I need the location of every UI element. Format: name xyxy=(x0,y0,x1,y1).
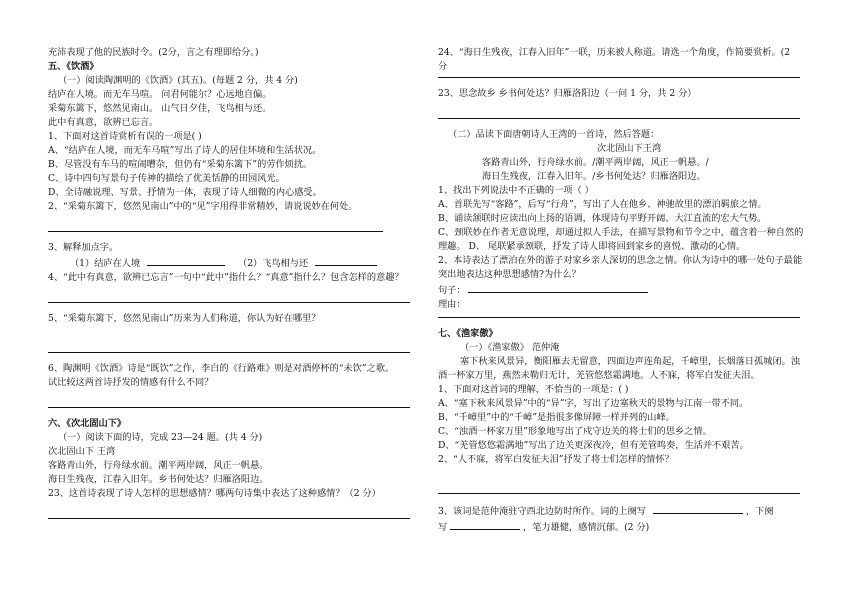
option-a: A、“结庐在人境，而无车马喧”写出了诗人的居住环境和生活状况。 xyxy=(48,145,322,156)
sentence-label: 句子： xyxy=(438,285,466,296)
sentence-row xyxy=(438,282,820,298)
question-23: 23、这首诗表现了诗人怎样的思想感情？哪两句诗集中表达了这种感情？（2 分） xyxy=(48,487,381,499)
question-24-cont: 分 xyxy=(438,61,448,72)
question-3a: 3、该词是范仲淹驻守西北边防时所作。词的上阕写 ，下阕 xyxy=(438,503,820,519)
section5-title: 五、《饮酒》 xyxy=(48,61,99,72)
question-1b: 1、下面对这首词的理解，不恰当的一项是：( ) xyxy=(438,383,629,395)
question-2: 2、本诗表达了漂泊在外的游子对家乡亲人深切的思念之情。你认为诗中的哪一处句子最能 xyxy=(438,255,803,266)
answer-line[interactable] xyxy=(438,76,800,78)
question-1: 1、找出下列说法中不正确的一项（ ） xyxy=(438,185,594,196)
poem-line: 采菊东篱下，悠然见南山。 山气日夕佳，飞鸟相与还。 xyxy=(48,103,272,114)
answer-line[interactable] xyxy=(48,517,410,519)
option-d: 理趣。 D、 尾联紧承颈联，抒发了诗人即将回到家乡的喜悦、激动的心情。 xyxy=(438,241,746,252)
answer-blank[interactable] xyxy=(315,255,377,266)
question-5: 5、“采菊东篱下，悠然见南山”历来为人们称道，你认为好在哪里？ xyxy=(48,312,321,324)
answer-line[interactable] xyxy=(438,316,800,318)
right-column xyxy=(438,46,820,534)
reason-row xyxy=(438,298,820,312)
option-b: B、尽管没有车马的喧闹嘈杂，但仍有“采菊东篱下”的劳作烦扰。 xyxy=(48,159,313,170)
question-4: 4、“此中有真意，欲辨已忘言”一句中“此中”指什么？“真意”指什么？包含怎样的意趣？ xyxy=(48,271,404,283)
poem-line: 客路青山外，行舟绿水前。潮平两岸阔，风正一帆悬。 xyxy=(48,459,269,471)
section7-instruction: （一）《渔家傲》 范仲淹 xyxy=(460,341,560,353)
left-column xyxy=(48,46,418,528)
poem-line: 客路青山外，行舟绿水前。/潮平两岸阔，风正一帆悬。/ xyxy=(482,157,709,168)
answer-line[interactable] xyxy=(48,230,383,232)
option-c: C、“浊酒一杯家万里”形象地写出了戍守边关的将士们的思乡之情。 xyxy=(438,425,712,437)
poem-line: 海日生残夜，江春入旧年。/乡书何处达？归雁洛阳边。 xyxy=(482,171,706,182)
option-d: D、全诗融说理、写景、抒情为一体，表现了诗人细微的内心感受。 xyxy=(48,187,322,198)
answer-blank[interactable] xyxy=(147,255,225,266)
question-2: 2、“采菊东篱下，悠然见南山”中的“见”字用得非常精妙，请说说妙在何处。 xyxy=(48,201,358,212)
question-3: 3、解释加点字。 xyxy=(48,242,119,253)
question-3b: 写 ，笔力雄健，感情沉郁。(2 分) xyxy=(438,519,820,535)
poem-line: 海日生残夜，江春入旧年。乡书何处达？归雁洛阳边。 xyxy=(48,473,269,485)
section7-title: 七、《渔家傲》 xyxy=(438,327,498,339)
poem-title: 次北固山下王湾 xyxy=(596,143,662,154)
section5-instruction: （一）阅读陶渊明的《饮酒》(其五)。(每题 2 分，共 4 分) xyxy=(58,75,298,86)
section6-instruction: （一）阅读下面的诗，完成 23—24 题。(共 4 分) xyxy=(58,431,263,443)
part2-instruction: （二）品读下面唐朝诗人王湾的一首诗，然后答题： xyxy=(448,129,660,140)
question-6-cont: 试比较这两首诗抒发的情感有什么不同？ xyxy=(48,376,214,388)
answer-line[interactable] xyxy=(48,351,410,353)
poem-line: 塞下秋来风景异，衡阳雁去无留意，四面边声连角起，千嶂里，长烟落日孤城闭。浊 xyxy=(460,355,800,367)
reason-label: 理由： xyxy=(438,298,466,310)
answer-line[interactable] xyxy=(48,301,410,303)
section6-title: 六、《次北固山下》 xyxy=(48,417,127,429)
answer-line[interactable] xyxy=(438,117,800,119)
option-a: A、首联先写“客路”，后写“行舟”，写出了人在他乡、神驰故里的漂泊羁旅之情。 xyxy=(438,199,767,210)
answer-blank[interactable] xyxy=(450,519,520,530)
option-b: B、诵读颔联时应读出向上扬的语调，体现诗句平野开阔、大江直流的宏大气势。 xyxy=(438,213,767,224)
answer-line[interactable] xyxy=(438,492,800,494)
answer-line[interactable] xyxy=(48,406,410,408)
question-2c: 2、“人不寐，将军白发征夫泪”抒发了将士们怎样的情怀？ xyxy=(438,453,674,465)
option-b: B、“千嶂里”中的“千嶂”是指很多像屏障一样并列的山峰。 xyxy=(438,411,675,423)
option-c: C、颈联妙在作者无意说理，却通过拟人手法，在描写景物和节令之中，蕴含着一种自然的 xyxy=(438,227,804,238)
answer-blank[interactable] xyxy=(653,503,743,514)
option-c: C、诗中四句写景句子传神的描绘了优美恬静的田园风光。 xyxy=(48,173,285,184)
option-a: A、“塞下秋来风景异”中的“异”字，写出了边塞秋天的景物与江南一带不同。 xyxy=(438,397,749,409)
poem-line: 酒一杯家万里，燕然未勒归无计，羌管悠悠霜满地。人不寐，将军白发征夫泪。 xyxy=(438,369,760,381)
option-d: D、“羌管悠悠霜满地”写出了边关更深夜冷，但有羌管鸣奏，生活并不艰苦。 xyxy=(438,439,749,451)
question-2-cont: 突出地表达这种思想感情?为什么？ xyxy=(438,269,581,280)
intro-text: 充沛表现了他的民族时令。(2分，言之有理即给分。) xyxy=(48,47,259,58)
q3-item-a: （1）结庐在人境 xyxy=(70,258,141,269)
question-3-items xyxy=(48,255,418,271)
answer-blank[interactable] xyxy=(468,282,648,293)
q3-item-b: （2）飞鸟相与还 xyxy=(238,258,309,269)
question-1: 1、下面对这首诗赏析有误的一项是( ) xyxy=(48,131,202,142)
poem-title: 次北固山下 王湾 xyxy=(48,445,116,457)
answer-23: 23、思念故乡 乡书何处达？归雁洛阳边（一问 1 分，共 2 分） xyxy=(438,88,697,99)
poem-line: 此中有真意，欲辨已忘言。 xyxy=(48,117,159,128)
poem-line: 结庐在人境。而无车马喧。 问君何能尔？心远地自偏。 xyxy=(48,89,272,100)
question-6: 6、陶渊明《饮酒》诗是“既饮”之作，李白的《行路难》则是对酒停杯的“未饮”之歌。 xyxy=(48,362,395,374)
question-24: 24、“海日生残夜，江春入旧年”一联，历来被人称道。请选一个角度，作简要赏析。(2 xyxy=(438,47,791,58)
